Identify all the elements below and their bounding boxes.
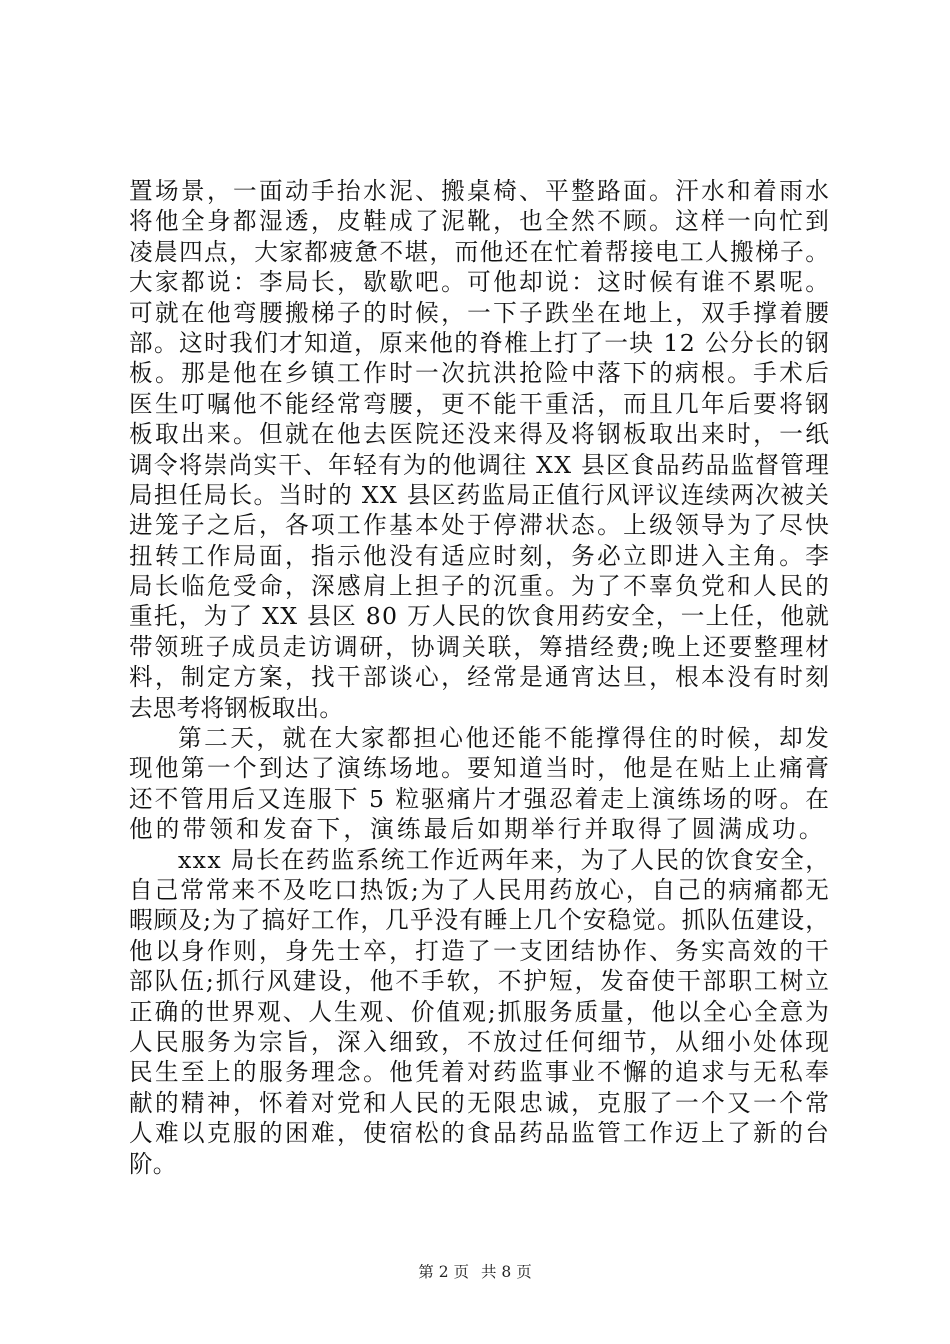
page-number: 第 2 页 xyxy=(418,1263,469,1281)
page-footer xyxy=(0,1262,950,1282)
text-line: 板。那是他在乡镇工作时一次抗洪抢险中落下的病根。手术后 xyxy=(129,359,832,388)
text-line: 可就在他弯腰搬梯子的时候，一下子跌坐在地上，双手撑着腰 xyxy=(129,298,832,327)
text-line: 暇顾及;为了搞好工作，几乎没有睡上几个安稳觉。抓队伍建设， xyxy=(129,906,830,935)
text-line: 人难以克服的困难，使宿松的食品药品监管工作迈上了新的台 xyxy=(129,1119,832,1148)
text-line: 带领班子成员走访调研，协调关联，筹措经费;晚上还要整理材 xyxy=(129,632,831,661)
text-line: 自己常常来不及吃口热饭;为了人民用药放心，自己的病痛都无 xyxy=(129,875,831,904)
text-line: 扭转工作局面，指示他没有适应时刻，务必立即进入主角。李 xyxy=(129,541,832,570)
text-line: xxx 局长在药监系统工作近两年来，为了人民的饮食安全， xyxy=(178,845,831,874)
text-line: 局担任局长。当时的 XX 县区药监局正值行风评议连续两次被关 xyxy=(129,480,831,509)
text-line: 第二天，就在大家都担心他还能不能撑得住的时候，却发 xyxy=(178,724,832,753)
text-line: 部队伍;抓行风建设，他不手软，不护短，发奋使干部职工树立 xyxy=(129,967,831,996)
text-line: 局长临危受命，深感肩上担子的沉重。为了不辜负党和人民的 xyxy=(129,572,832,601)
text-line: 他的带领和发奋下，演练最后如期举行并取得了圆满成功。 xyxy=(129,815,826,844)
text-line: 将他全身都湿透，皮鞋成了泥靴，也全然不顾。这样一向忙到 xyxy=(129,207,832,236)
text-line: 进笼子之后，各项工作基本处于停滞状态。上级领导为了尽快 xyxy=(129,511,832,540)
text-line: 调令将崇尚实干、年轻有为的他调往 XX 县区食品药品监督管理 xyxy=(129,450,831,479)
text-line: 献的精神，怀着对党和人民的无限忠诚，克服了一个又一个常 xyxy=(129,1088,832,1117)
text-line: 置场景，一面动手抬水泥、搬桌椅、平整路面。汗水和着雨水 xyxy=(129,177,832,205)
document-body xyxy=(129,176,832,1179)
paragraph xyxy=(129,723,832,845)
text-line: 现他第一个到达了演练场地。要知道当时，他是在贴上止痛膏 xyxy=(129,754,832,783)
text-line: 阶。 xyxy=(129,1149,177,1178)
text-line: 料，制定方案，找干部谈心，经常是通宵达旦，根本没有时刻 xyxy=(129,663,832,692)
text-line: 去思考将钢板取出。 xyxy=(129,693,344,722)
text-line: 板取出来。但就在他去医院还没来得及将钢板取出来时，一纸 xyxy=(129,420,832,449)
paragraph xyxy=(129,176,832,723)
text-line: 正确的世界观、人生观、价值观;抓服务质量，他以全心全意为 xyxy=(129,997,831,1026)
text-line: 凌晨四点，大家都疲惫不堪，而他还在忙着帮接电工人搬梯子。 xyxy=(129,237,831,266)
text-line: 部。这时我们才知道，原来他的脊椎上打了一块 12 公分长的钢 xyxy=(129,328,831,357)
text-line: 人民服务为宗旨，深入细致，不放过任何细节，从细小处体现 xyxy=(129,1027,832,1056)
text-line: 他以身作则，身先士卒，打造了一支团结协作、务实高效的干 xyxy=(129,936,832,965)
text-line: 重托，为了 XX 县区 80 万人民的饮食用药安全，一上任，他就 xyxy=(129,602,831,631)
text-line: 还不管用后又连服下 5 粒驱痛片才强忍着走上演练场的呀。在 xyxy=(129,784,831,813)
text-line: 大家都说：李局长，歇歇吧。可他却说：这时候有谁不累呢。 xyxy=(129,268,832,297)
text-line: 民生至上的服务理念。他凭着对药监事业不懈的追求与无私奉 xyxy=(129,1058,832,1087)
page-total: 共 8 页 xyxy=(481,1263,532,1281)
text-line: 医生叮嘱他不能经常弯腰，更不能干重活，而且几年后要将钢 xyxy=(129,389,832,418)
paragraph xyxy=(129,845,832,1179)
